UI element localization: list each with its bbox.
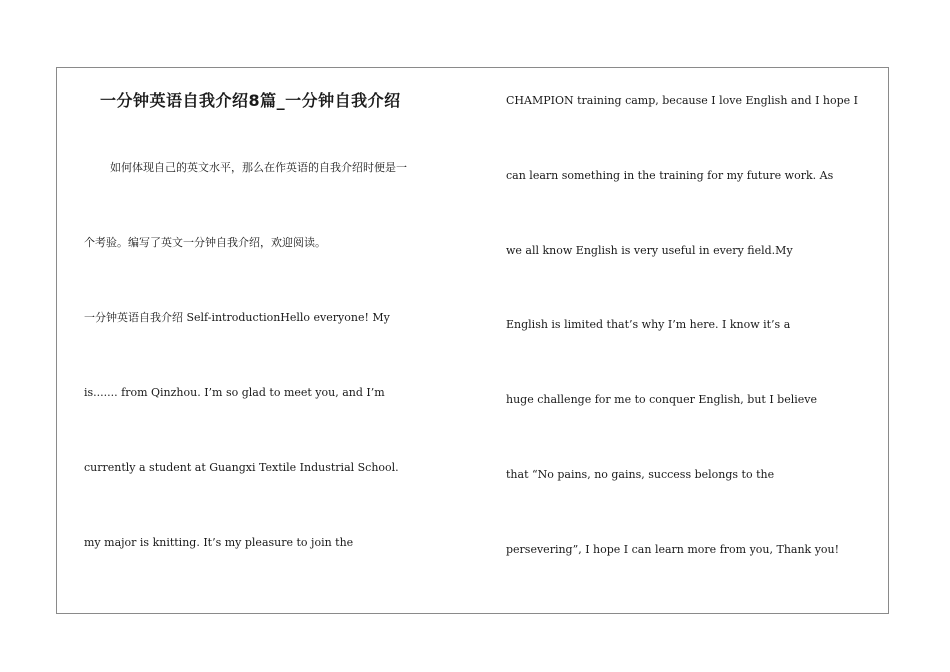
paragraph-line: CHAMPION training camp, because I love English and I hope I [506, 94, 859, 107]
paragraph-line: huge challenge for me to conquer English, but I believe [506, 393, 818, 406]
paragraph-line: can learn something in the training for my future work. As [506, 169, 834, 182]
paragraph-line: we all know English is very useful in every field.My [506, 244, 793, 257]
paragraph-line: that “No pains, no gains, success belongs to the [506, 468, 775, 481]
paragraph-line: 一分钟英语自我介绍 Self-introductionHello everyone! My [84, 311, 390, 324]
page-frame [56, 67, 889, 614]
paragraph-line: currently a student at Guangxi Textile Industrial School. [84, 461, 399, 474]
document-title: 一分钟英语自我介绍8篇_一分钟自我介绍 [100, 91, 401, 110]
paragraph-line: is....... from Qinzhou. I’m so glad to meet you, and I’m [84, 386, 385, 399]
paragraph-line: persevering”, I hope I can learn more from you, Thank you! [506, 543, 840, 556]
paragraph-line: my major is knitting. It’s my pleasure to join the [84, 536, 354, 549]
paragraph-line: English is limited that’s why I’m here. I know it’s a [506, 318, 791, 331]
paragraph-line: 如何体现自己的英文水平，那么在作英语的自我介绍时便是一 [110, 161, 407, 174]
paragraph-line: 个考验。编写了英文一分钟自我介绍，欢迎阅读。 [84, 236, 326, 249]
